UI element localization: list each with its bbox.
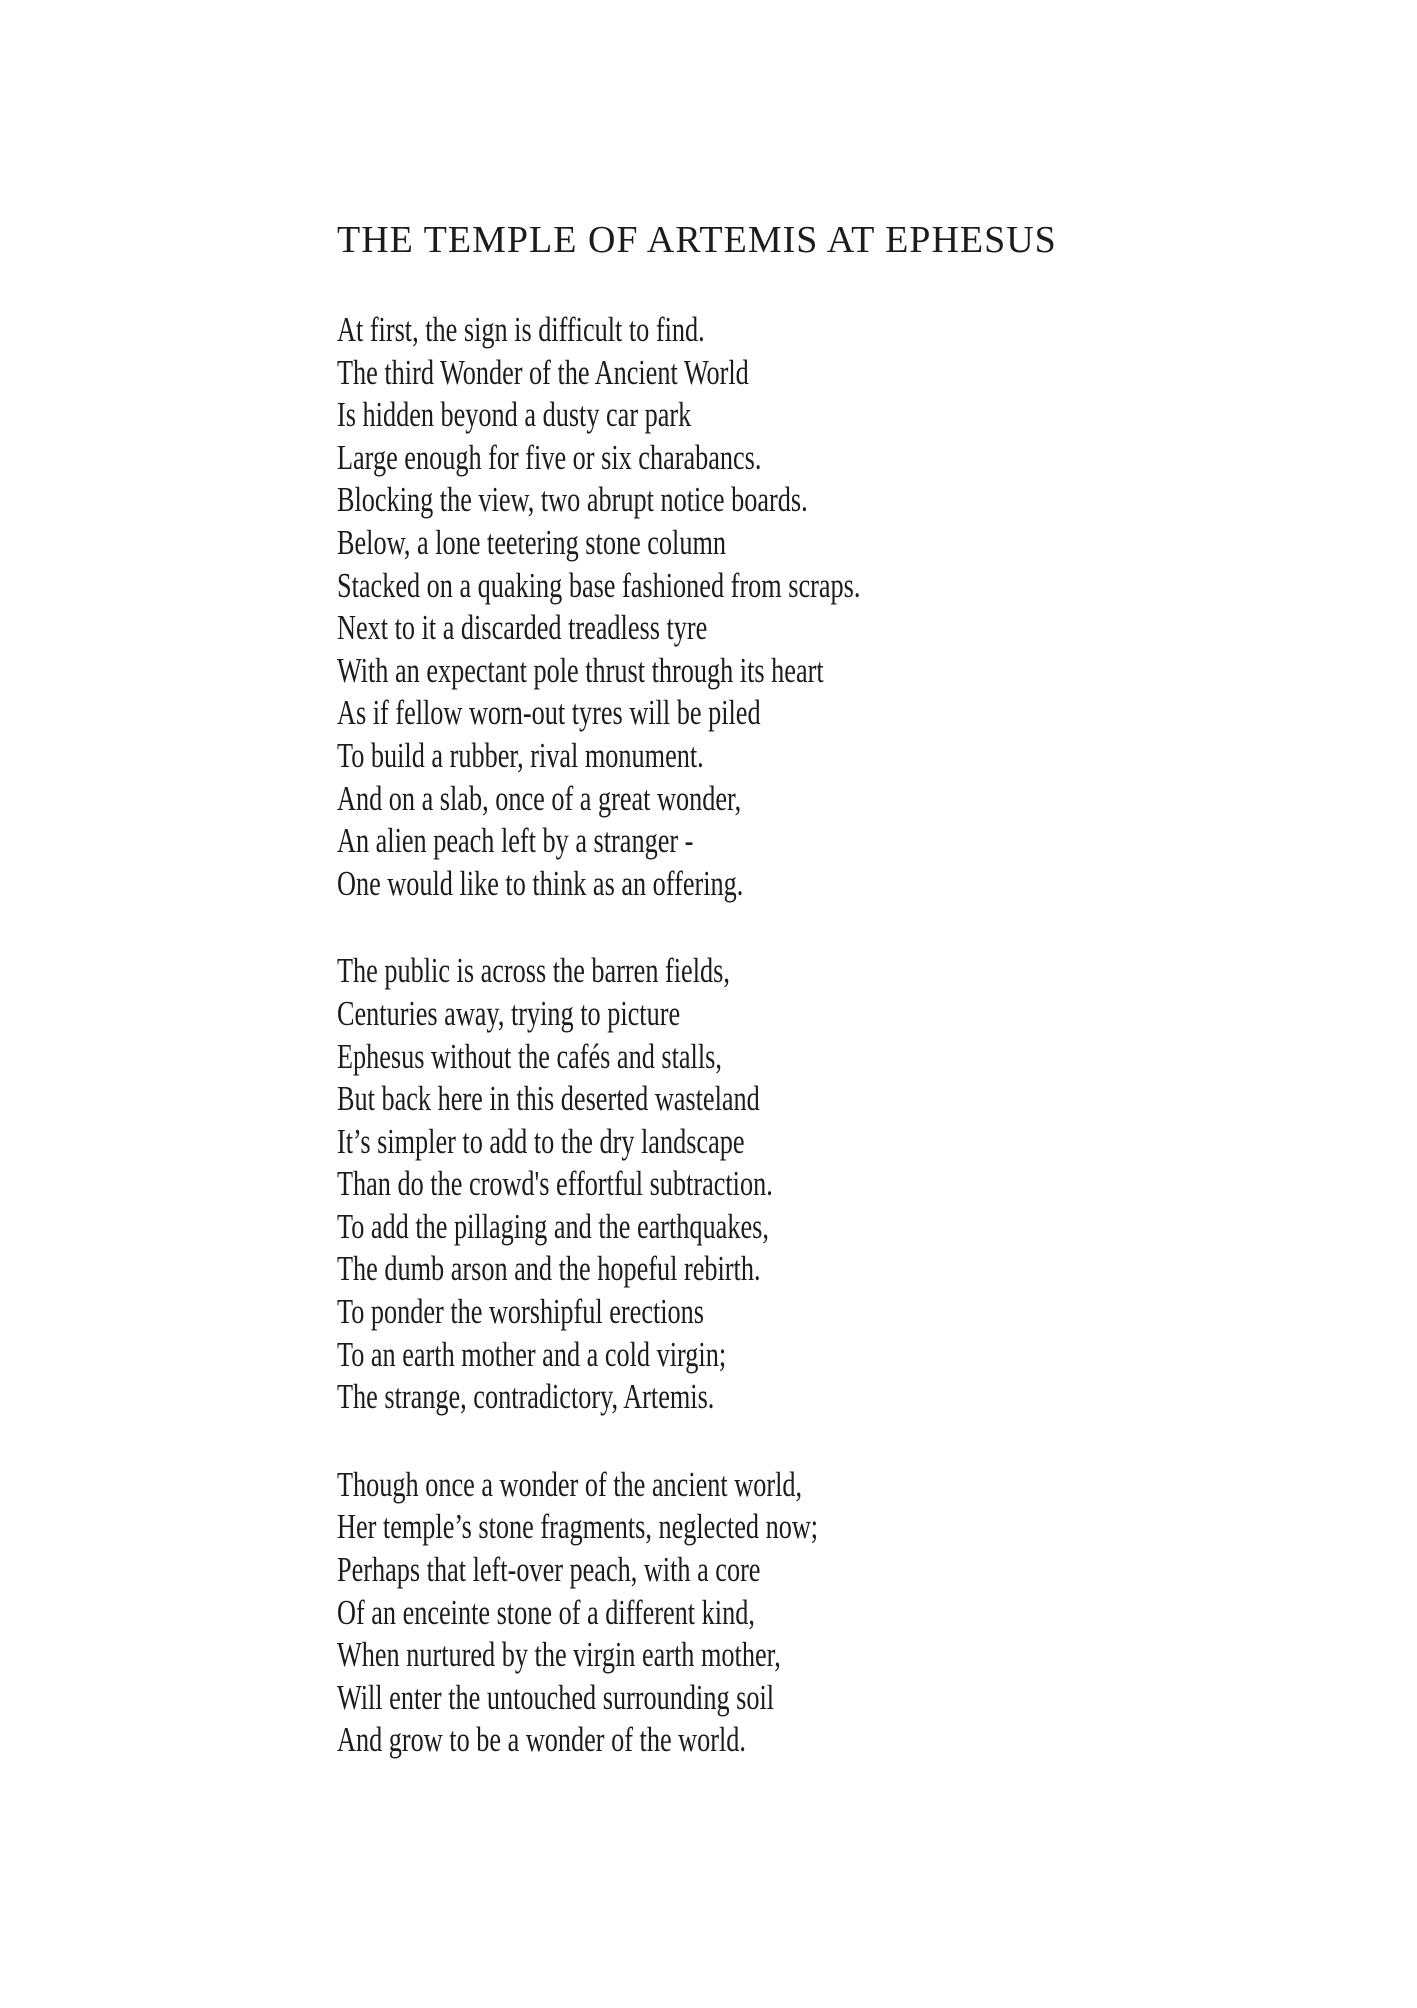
poem-body	[337, 309, 860, 1762]
poem-line: And grow to be a wonder of the world.	[337, 1720, 746, 1760]
poem-line: To add the pillaging and the earthquakes,	[337, 1206, 769, 1246]
poem-line: Will enter the untouched surrounding soil	[337, 1677, 775, 1717]
poem-line: Is hidden beyond a dusty car park	[337, 395, 692, 435]
poem-line: At first, the sign is difficult to find.	[337, 310, 705, 349]
poem-line: Perhaps that left-over peach, with a core	[337, 1550, 761, 1590]
poem-line: Centuries away, trying to picture	[337, 993, 681, 1033]
poem-line: The dumb arson and the hopeful rebirth.	[337, 1249, 761, 1289]
poem-line: As if fellow worn-out tyres will be piled	[337, 693, 761, 733]
poem-line: To an earth mother and a cold virgin;	[337, 1334, 727, 1374]
poem-line: Stacked on a quaking base fashioned from scraps.	[337, 565, 861, 605]
poem-line: Than do the crowd's effortful subtraction.	[337, 1164, 773, 1204]
poem-line: Below, a lone teetering stone column	[337, 522, 727, 562]
poem-line: Ephesus without the cafés and stalls,	[337, 1036, 722, 1076]
poem-line: An alien peach left by a stranger -	[337, 821, 694, 861]
poem-line: The public is across the barren fields,	[337, 951, 730, 991]
poem-line: One would like to think as an offering.	[337, 863, 744, 903]
poem-stanza	[337, 950, 860, 1419]
poem-line: Her temple’s stone fragments, neglected now;	[337, 1507, 819, 1547]
poem-stanza	[337, 309, 860, 905]
poem-line: It’s simpler to add to the dry landscape	[337, 1121, 745, 1161]
poem-line: To ponder the worshipful erections	[337, 1292, 705, 1332]
poem-stanza	[337, 1464, 860, 1762]
poem-line: Large enough for five or six charabancs.	[337, 437, 762, 477]
poem-line: And on a slab, once of a great wonder,	[337, 778, 742, 818]
poem-line: But back here in this deserted wasteland	[337, 1079, 760, 1119]
poem-line: The strange, contradictory, Artemis.	[337, 1377, 715, 1417]
poem-line: With an expectant pole thrust through its heart	[337, 650, 824, 690]
poem-line: Next to it a discarded treadless tyre	[337, 608, 708, 648]
poem-title: THE TEMPLE OF ARTEMIS AT EPHESUS	[337, 219, 1057, 261]
poem-line: Blocking the view, two abrupt notice boards.	[337, 480, 808, 520]
poem-line: To build a rubber, rival monument.	[337, 735, 704, 775]
poem-line: Of an enceinte stone of a different kind,	[337, 1592, 755, 1632]
poem-line: The third Wonder of the Ancient World	[337, 352, 749, 392]
poem-line: When nurtured by the virgin earth mother,	[337, 1635, 781, 1675]
poem-line: Though once a wonder of the ancient world,	[337, 1464, 803, 1504]
